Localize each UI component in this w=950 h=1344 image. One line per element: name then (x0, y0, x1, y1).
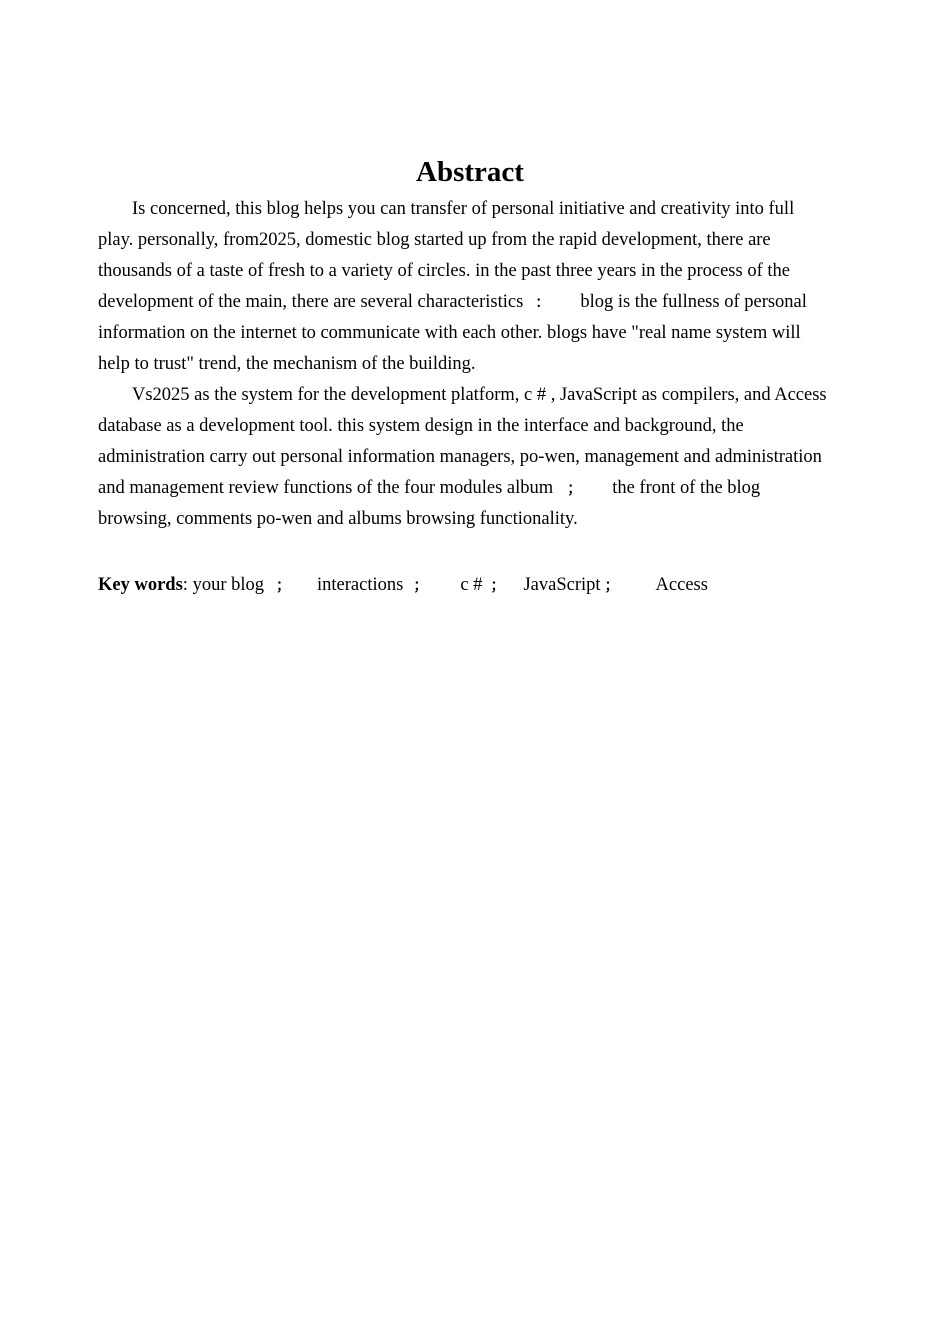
abstract-paragraph-2 (98, 380, 858, 535)
colon-separator: ： (535, 293, 551, 311)
keyword-item: JavaScript (523, 575, 601, 595)
paragraph-line: information on the internet to communicate with each other. blogs have "real name system will (98, 323, 801, 343)
semicolon-separator: ； (567, 479, 583, 497)
paragraph-line (98, 473, 858, 504)
paragraph-line: thousands of a taste of fresh to a variety of circles. in the past three years in the process of the (98, 261, 790, 281)
keywords-line (98, 570, 708, 601)
paragraph-line-segment: the front of the blog (612, 478, 761, 498)
paragraph-line: help to trust" trend, the mechanism of the building. (98, 354, 476, 374)
paragraph-line: administration carry out personal information managers, po-wen, management and administration (98, 447, 822, 467)
paragraph-line-segment: and management review functions of the four modules album (98, 478, 554, 498)
keyword-separator: ； (604, 576, 620, 594)
keyword-item: Access (655, 575, 708, 595)
keyword-separator: ； (276, 576, 292, 594)
paragraph-line: database as a development tool. this system design in the interface and background, the (98, 416, 744, 436)
paragraph-line (98, 287, 858, 318)
keyword-item: c # (460, 575, 483, 595)
keyword-separator: ； (413, 576, 429, 594)
paragraph-line: browsing, comments po-wen and albums browsing functionality. (98, 509, 578, 529)
paragraph-line: Vs2025 as the system for the development platform, c # , JavaScript as compilers, and Access (132, 385, 827, 405)
abstract-body (98, 194, 858, 535)
keywords-label: Key words (98, 575, 183, 595)
keywords-label-suffix: : (182, 575, 188, 595)
paragraph-line: play. personally, from2025, domestic blog started up from the rapid development, there are (98, 230, 771, 250)
paragraph-line-segment: blog is the fullness of personal (580, 292, 807, 312)
paragraph-line-segment: development of the main, there are several characteristics (98, 292, 524, 312)
keyword-separator: ； (490, 576, 506, 594)
keyword-item: your blog (192, 575, 264, 595)
paragraph-line: Is concerned, this blog helps you can transfer of personal initiative and creativity into full (132, 199, 795, 219)
keyword-item: interactions (317, 575, 404, 595)
abstract-title: Abstract (416, 156, 524, 188)
abstract-paragraph-1 (98, 194, 858, 380)
